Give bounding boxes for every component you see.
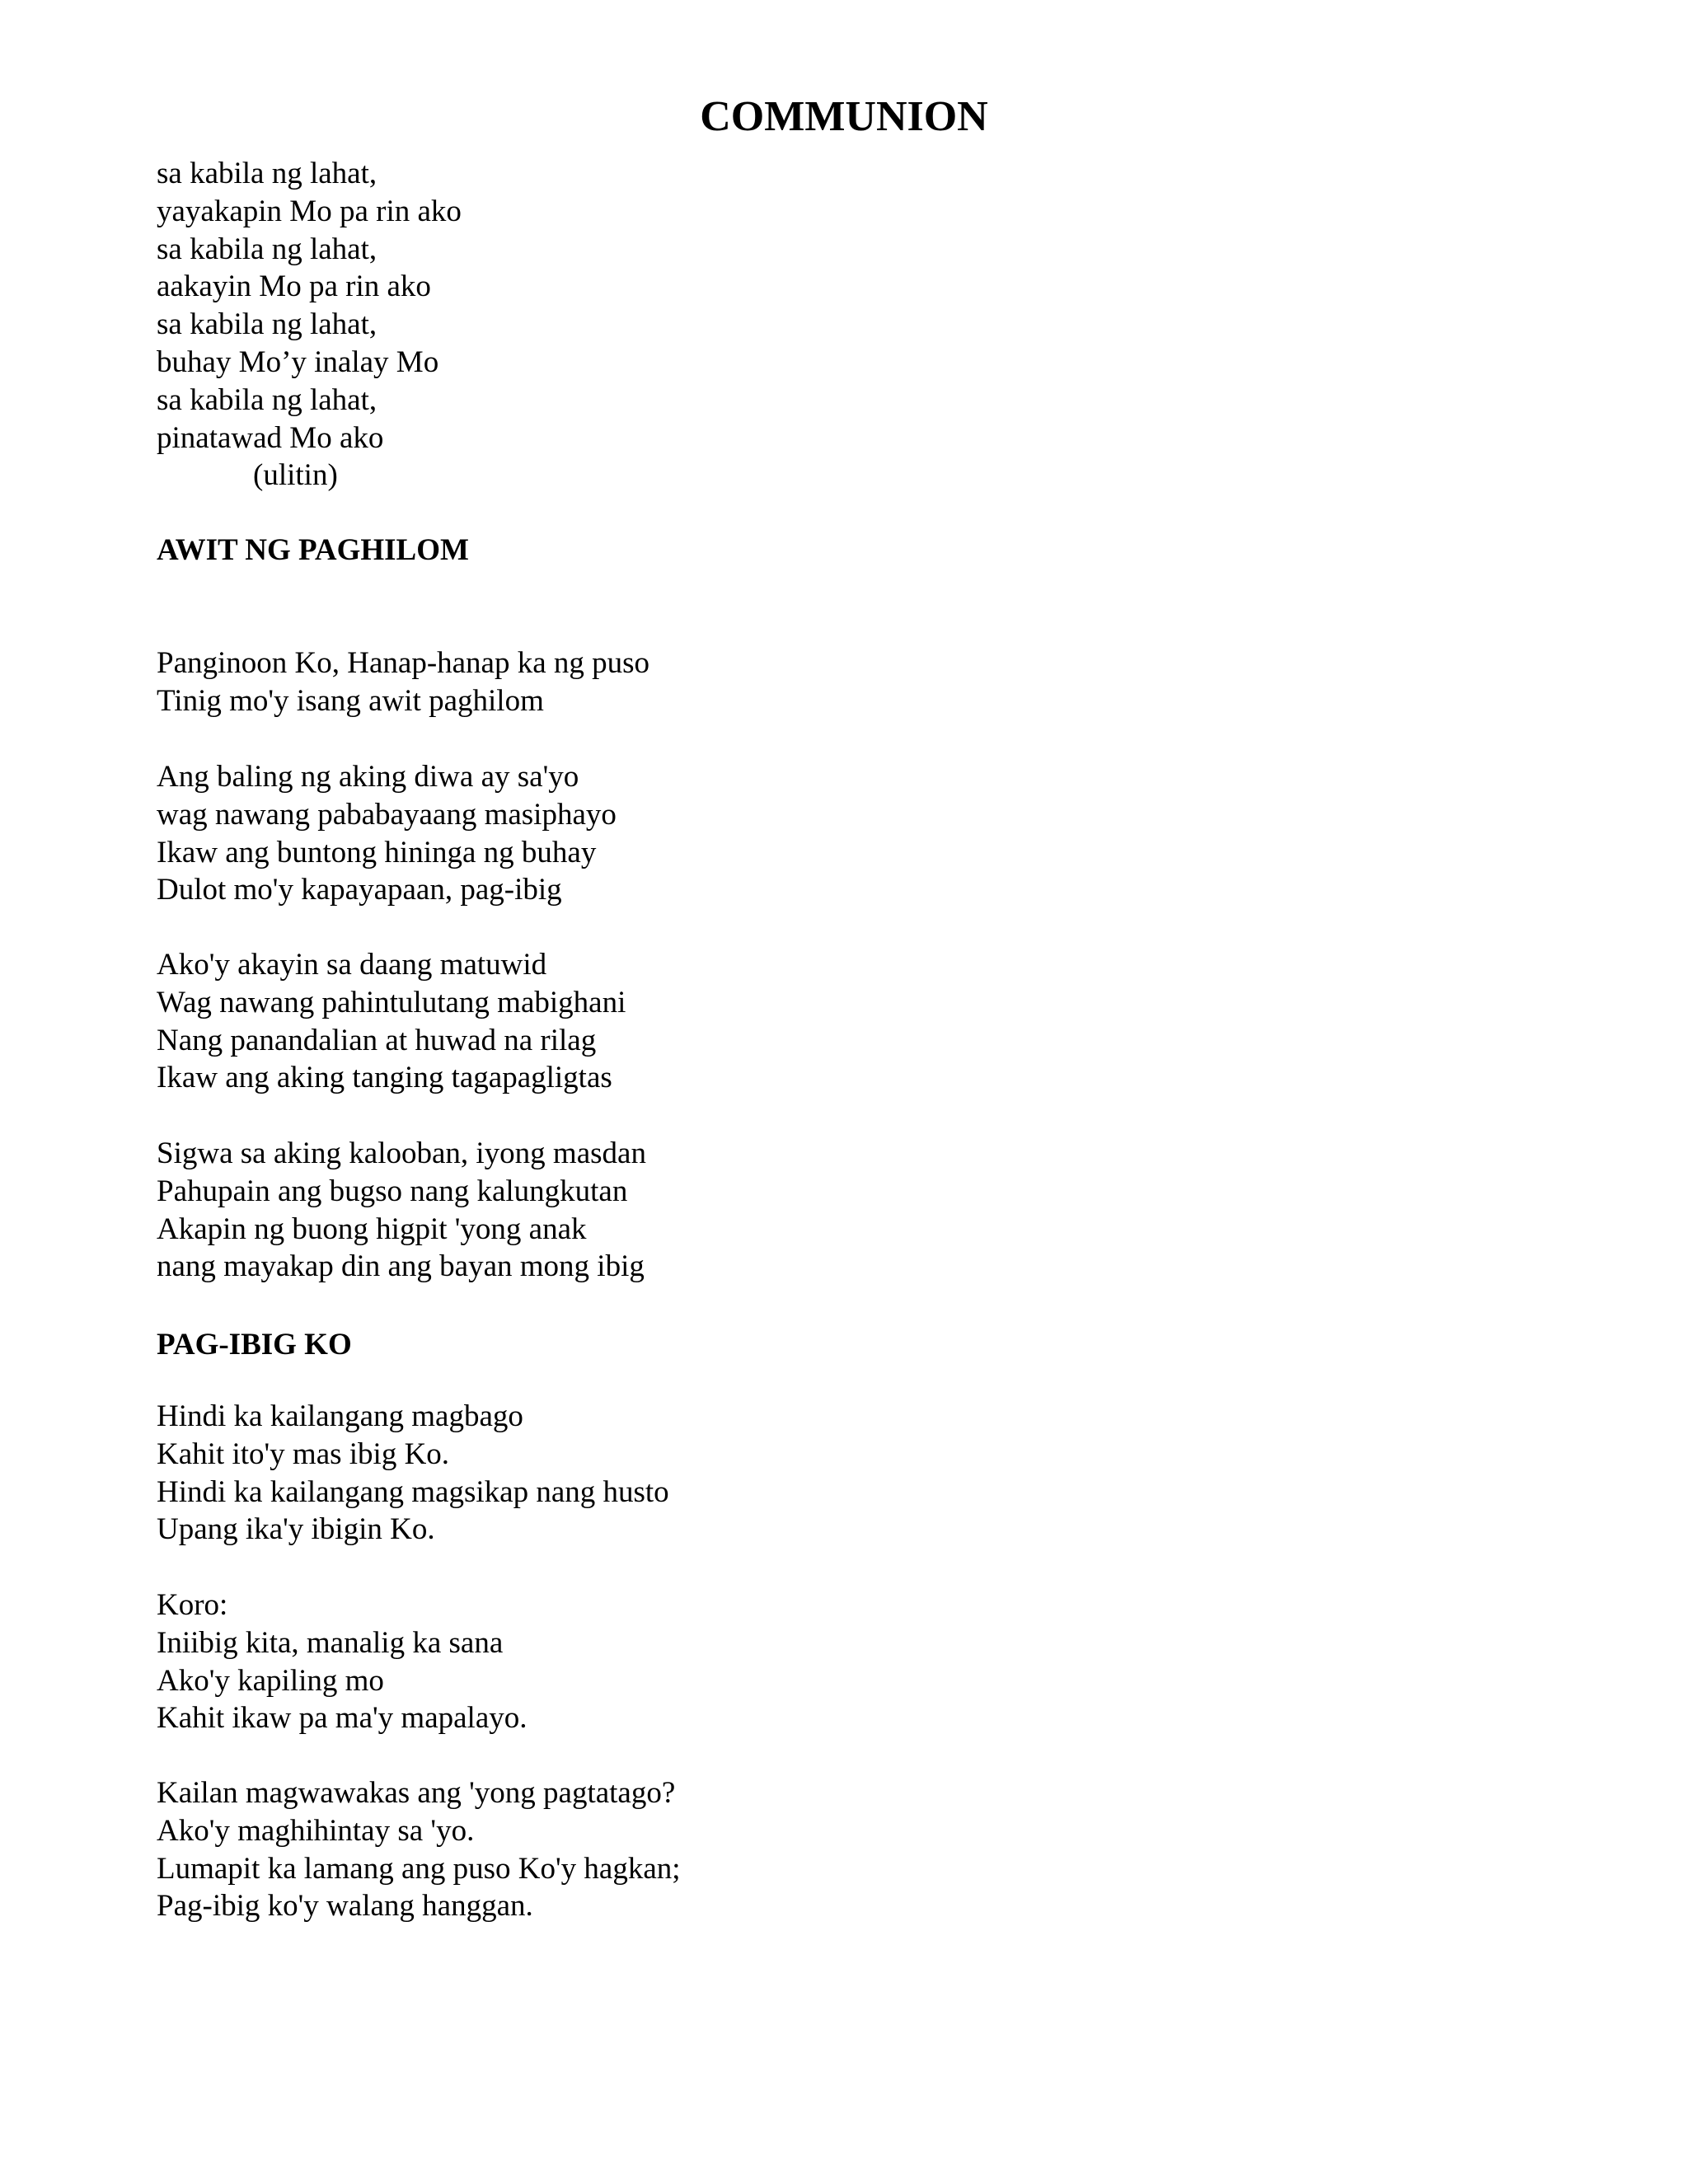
lyric-line: Tinig mo'y isang awit paghilom: [157, 683, 544, 718]
page-title: COMMUNION: [700, 93, 988, 140]
lyric-line: Ako'y akayin sa daang matuwid: [157, 948, 547, 982]
song3-stanza-1: [157, 1398, 669, 1549]
lyric-line: pinatawad Mo ako: [157, 420, 384, 455]
intro-lyrics: [157, 155, 462, 494]
lyric-line: Sigwa sa aking kalooban, iyong masdan: [157, 1137, 646, 1170]
lyric-line: sa kabila ng lahat,: [157, 232, 377, 266]
lyric-line: Hindi ka kailangang magbago: [157, 1399, 523, 1433]
lyric-line: Ako'y kapiling mo: [157, 1663, 384, 1698]
song2-stanza-3: [157, 946, 626, 1097]
lyric-line: Kahit ikaw pa ma'y mapalayo.: [157, 1701, 528, 1736]
lyric-line: Kahit ito'y mas ibig Ko.: [157, 1436, 450, 1471]
lyric-line: Wag nawang pahintulutang mabighani: [157, 985, 626, 1019]
song3-stanza-3: [157, 1774, 681, 1925]
lyric-line: Ikaw ang aking tanging tagapagligtas: [157, 1061, 612, 1095]
song2-stanza-4: [157, 1135, 646, 1286]
song-title-pag-ibig-ko: PAG-IBIG KO: [157, 1328, 352, 1361]
repeat-note: (ulitin): [253, 458, 338, 493]
lyric-line: Ang baling ng aking diwa ay sa'yo: [157, 760, 579, 794]
lyric-line: Upang ika'y ibigin Ko.: [157, 1512, 435, 1547]
lyric-line: Pahupain ang bugso nang kalungkutan: [157, 1174, 628, 1208]
song2-stanza-2: [157, 758, 617, 909]
lyric-line: Lumapit ka lamang ang puso Ko'y hagkan;: [157, 1851, 681, 1886]
song3-chorus: [157, 1586, 528, 1737]
lyric-line: sa kabila ng lahat,: [157, 307, 377, 342]
lyric-line: Kailan magwawakas ang 'yong pagtatago?: [157, 1776, 676, 1810]
lyric-line: Akapin ng buong higpit 'yong anak: [157, 1212, 587, 1246]
lyric-line: Pag-ibig ko'y walang hanggan.: [157, 1889, 533, 1924]
lyric-line: Panginoon Ko, Hanap-hanap ka ng puso: [157, 646, 650, 680]
lyric-line: Ako'y maghihintay sa 'yo.: [157, 1813, 475, 1848]
lyric-line: Dulot mo'y kapayapaan, pag-ibig: [157, 873, 562, 907]
song2-stanza-1: [157, 644, 649, 720]
lyric-line: Iniibig kita, manalig ka sana: [157, 1625, 504, 1660]
lyric-line: Ikaw ang buntong hininga ng buhay: [157, 835, 597, 869]
lyric-line: Hindi ka kailangang magsikap nang husto: [157, 1474, 669, 1509]
lyric-line: wag nawang pababayaang masiphayo: [157, 797, 617, 832]
lyric-line: sa kabila ng lahat,: [157, 157, 377, 190]
lyric-line: Nang panandalian at huwad na rilag: [157, 1023, 597, 1057]
lyric-line: nang mayakap din ang bayan mong ibig: [157, 1249, 645, 1284]
song-title-awit-ng-paghilom: AWIT NG PAGHILOM: [157, 533, 469, 567]
lyric-line: aakayin Mo pa rin ako: [157, 269, 431, 304]
lyric-line: sa kabila ng lahat,: [157, 382, 377, 417]
lyric-line: buhay Mo’y inalay Mo: [157, 344, 439, 379]
lyric-line: yayakapin Mo pa rin ako: [157, 194, 462, 228]
chorus-label: Koro:: [157, 1588, 228, 1622]
